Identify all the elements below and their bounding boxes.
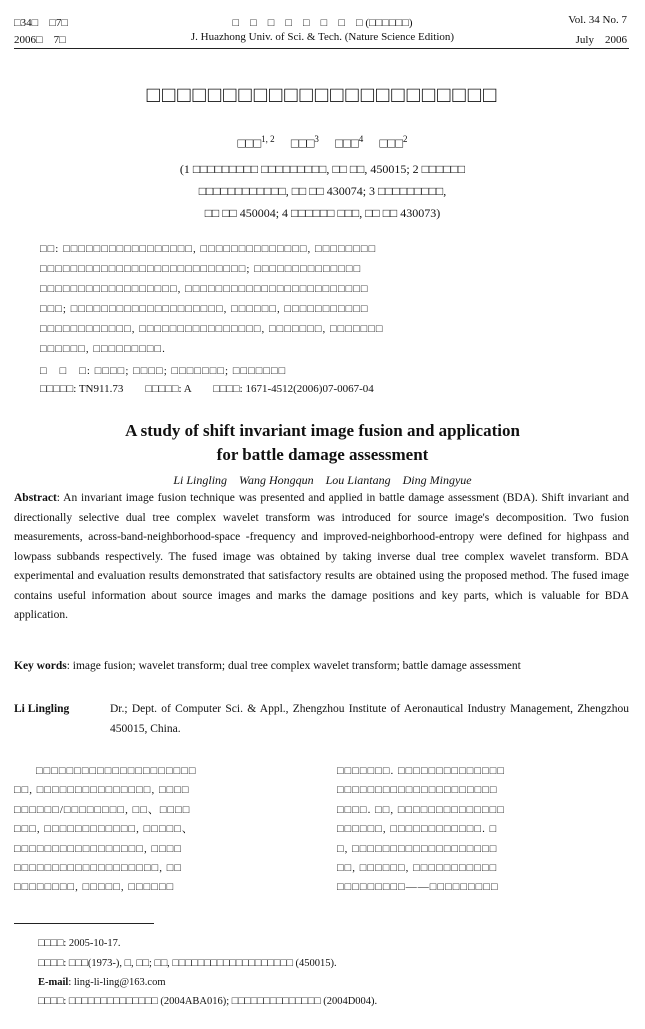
title-cn: □□□□□□□□□□□□□□□□□□□□□□□ [146, 82, 499, 107]
classification-cn: □□□□□: TN911.73 □□□□□: A □□□□: 1671-4512(2006)07-0067-04 [40, 383, 374, 395]
journal-date-en: July 2006 [575, 34, 627, 46]
author-cn: □□□ [237, 135, 262, 151]
title-en-line2: for battle damage assessment [216, 445, 429, 464]
body-line: □□□□□□□. □□□□□□□□□□□□□□ [337, 765, 506, 777]
body-line: □□□□□□□□□□□□□□□□□□□□□ [337, 784, 498, 797]
author-info-en [14, 700, 629, 739]
author-info-text: Dr.; Dept. of Computer Sci. & Appl., Zhengzhou Institute of Aeronautical Industry Management, Zhengzhou 450015, China. [110, 703, 629, 735]
footnote-author-bio: □□□□: □□□(1973-), □, □□; □□, □□□□□□□□□□□□□□□□□□□ (450015). [38, 958, 337, 969]
abstract-cn-line: □□□□□□, □□□□□□□□□. [40, 343, 166, 355]
body-line: □□□□□□□□, □□□□□, □□□□□□ [14, 881, 175, 894]
abstract-cn-line: □□□□□□□□□□□□, □□□□□□□□□□□□□□□□, □□□□□□□, □□□□□□□ [40, 323, 384, 335]
abstract-cn-line: □□□□□□□□□□□□□□□□□□, □□□□□□□□□□□□□□□□□□□□□□□□ [40, 283, 369, 295]
abstract-cn-line: □□□□□□□□□□□□□□□□□□□□□□□□□□□; □□□□□□□□□□□□□□ [40, 263, 362, 275]
authors-cn [0, 134, 645, 151]
abstract-en-text: : An invariant image fusion technique was presented and applied in battle damage assessment (BDA). Shift invariant and directionally selective dual tree complex wavelet transform was introduced for source image's decomposition. Two fusion measurements, across-band-neighborhood-space -frequency and improved-neighborhood-entropy were defined for highpass and lowpass subbands respectively. The fused image was obtained by taking inverse dual tree complex wavelet transform. BDA experimental and evaluation results demonstrated that satisfactory results are obtained using the proposed method. The fused image contains useful information about source images and marks the damage positions and key parts, which is valuable for BDA application. [14, 492, 629, 621]
authors-en: Li Lingling Wang Hongqun Lou Liantang Ding Mingyue [173, 473, 472, 487]
footnote-received: □□□□: 2005-10-17. [38, 938, 121, 949]
journal-volume-en: Vol. 34 No. 7 [568, 14, 627, 26]
body-line: □, □□□□□□□□□□□□□□□□□□□ [337, 842, 498, 855]
journal-date-cn: 2006□ 7□ [14, 34, 66, 46]
affiliation-line: □□□□□□□□□□□□, □□ □□ 430074; 3 □□□□□□□□□, [198, 184, 447, 198]
affiliation-line: (1 □□□□□□□□□ □□□□□□□□□, □□ □□, 450015; 2 □□□□□□ [179, 162, 466, 176]
author-cn: □□□ [290, 135, 315, 151]
author-sup: 2 [403, 134, 408, 144]
body-line: □□, □□□□□□□□□□□□□□□, □□□□ [14, 784, 190, 797]
body-line: □□□□. □□, □□□□□□□□□□□□□□ [337, 803, 505, 816]
header-rule [14, 48, 629, 49]
abstract-en-label: Abstract [14, 492, 57, 504]
body-line: □□□□□□, □□□□□□□□□□□□. □ [337, 823, 498, 836]
body-line: □□□, □□□□□□□□□□□□, □□□□□、 [14, 823, 194, 836]
journal-name-en: J. Huazhong Univ. of Sci. & Tech. (Nature Science Edition) [190, 31, 455, 43]
keywords-en-label: Key words [14, 660, 67, 672]
footnote-funding: □□□□: □□□□□□□□□□□□□□ (2004ABA016); □□□□□□□□□□□□□□ (2004D004). [38, 996, 378, 1007]
abstract-cn-line: □□□; □□□□□□□□□□□□□□□□□□□□, □□□□□□, □□□□□□□□□□□ [40, 303, 369, 315]
abstract-en [14, 489, 629, 626]
body-line: □□□□□□□□□□□□□□□□□□□□□ [36, 765, 197, 777]
body-line: □□, □□□□□□, □□□□□□□□□□□ [337, 862, 498, 875]
email-text: : ling-li-ling@163.com [68, 977, 166, 988]
body-line: □□□□□□/□□□□□□□□, □□、□□□□ [14, 803, 191, 816]
email-label: E-mail [38, 977, 69, 988]
journal-name-cn: □ □ □ □ □ □ □ □ (□□□□□□) [232, 17, 413, 29]
body-line: □□□□□□□□□□□□□□□□□□□, □□ [14, 862, 183, 875]
keywords-cn: □ □ □: □□□□; □□□□; □□□□□□□; □□□□□□□ [40, 365, 287, 377]
author-sup: 3 [314, 134, 319, 144]
body-column-left [14, 762, 197, 898]
footnote-email [38, 977, 166, 988]
body-line: □□□□□□□□□——□□□□□□□□□ [337, 881, 499, 894]
author-sup: 1, 2 [261, 134, 275, 144]
journal-volume-cn: □34□ □7□ [14, 17, 69, 29]
title-en-line1: A study of shift invariant image fusion and application [125, 421, 520, 440]
author-info-label: Li Lingling [14, 703, 70, 715]
keywords-en [14, 657, 629, 677]
author-cn: □□□ [379, 135, 403, 151]
affiliation-line: □□ □□ 450004; 4 □□□□□□ □□□, □□ □□ 430073) [204, 206, 441, 220]
body-column-right [337, 762, 505, 898]
author-cn: □□□ [335, 135, 359, 151]
footnote-rule [14, 923, 154, 924]
abstract-cn-line: □□: □□□□□□□□□□□□□□□□□, □□□□□□□□□□□□□□, □□□□□□□□ [40, 243, 377, 255]
body-line: □□□□□□□□□□□□□□□□□, □□□□ [14, 842, 183, 855]
author-sup: 4 [358, 134, 364, 144]
keywords-en-text: : image fusion; wavelet transform; dual tree complex wavelet transform; battle damage assessment [66, 660, 521, 672]
